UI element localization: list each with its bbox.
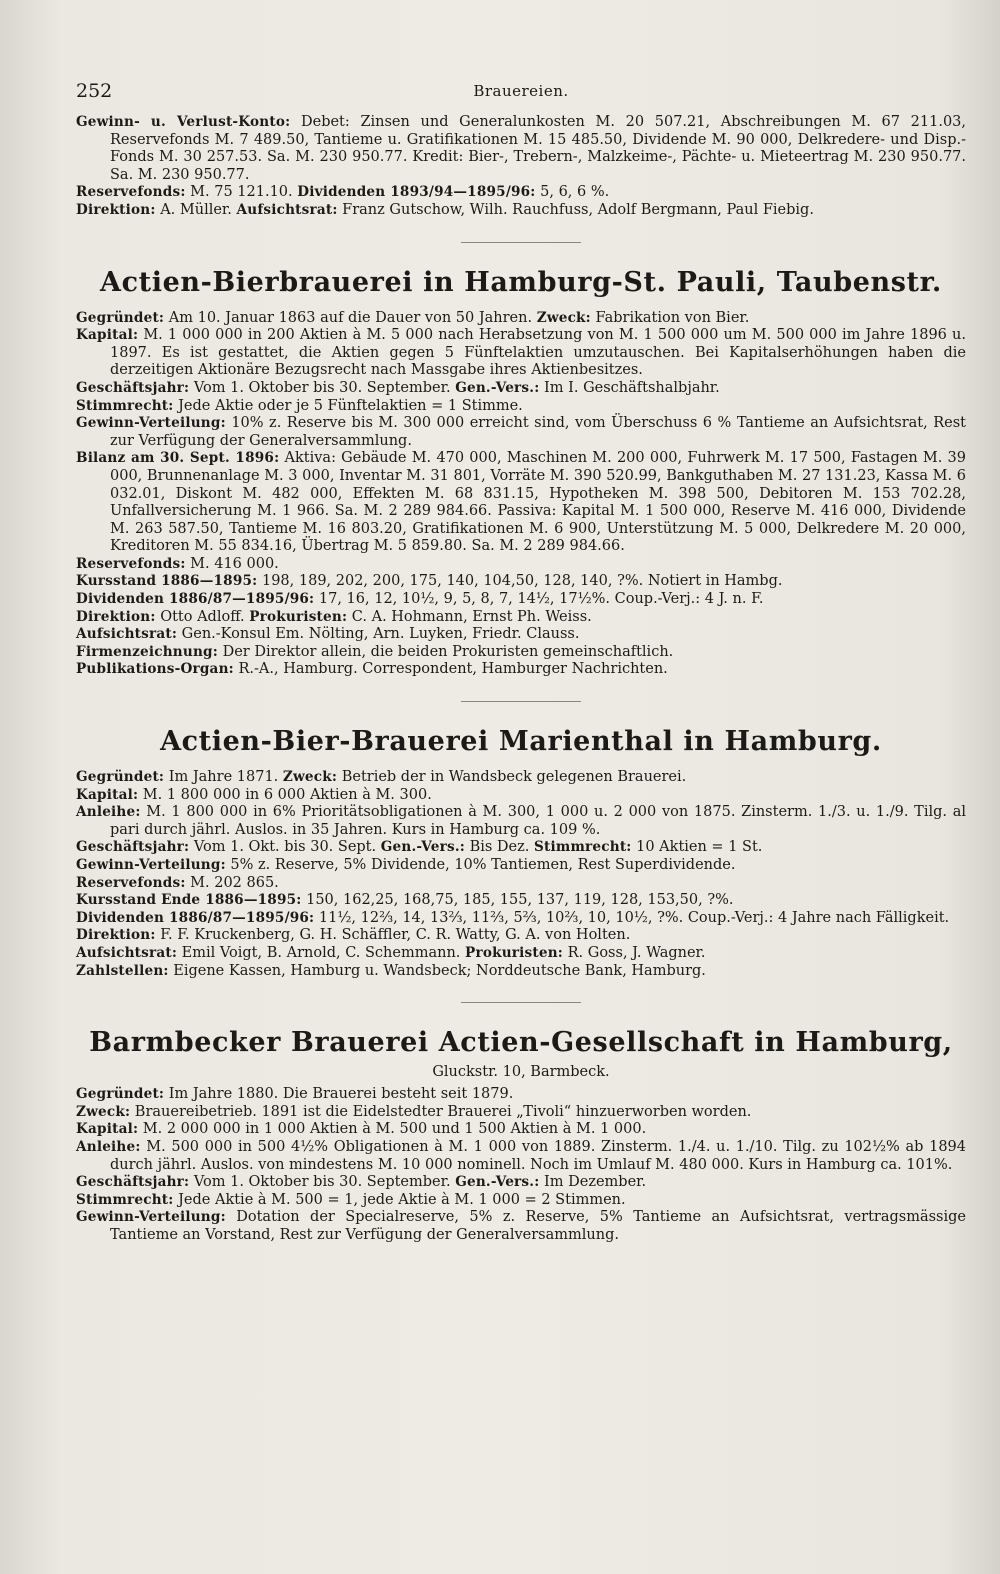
entry-line bbox=[76, 945, 966, 963]
entry-line bbox=[76, 892, 966, 910]
entry-line bbox=[76, 415, 966, 450]
field-label: Kapital: bbox=[76, 786, 139, 803]
field-text: Bis Dez. bbox=[464, 839, 535, 856]
field-label: Gegründet: bbox=[76, 769, 165, 786]
field-text: Franz Gutschow, Wilh. Rauchfuss, Adolf Bergmann, Paul Fiebig. bbox=[337, 201, 814, 218]
field-label: Dividenden 1886/87—1895/96: bbox=[76, 591, 315, 608]
field-label: Bilanz am 30. Sept. 1896: bbox=[76, 450, 280, 467]
entry-line bbox=[76, 1139, 966, 1174]
field-text: Dotation der Specialreserve, 5% z. Reserve, 5% Tantieme an Aufsichtsrat, vertragsmässige Tantieme an Vorstand, Rest zur Verfügung der Generalversammlung. bbox=[110, 1209, 966, 1243]
field-text: Aktiva: Gebäude M. 470 000, Maschinen M. 200 000, Fuhrwerk M. 17 500, Fastagen M. 39 000, Brunnenanlage M. 3 000, Inventar M. 31 801, Vorräte M. 390 520.99, Bankguthaben M. 27 131.23, Kassa M. 6 032.01, Diskont M. 482 000, Effekten M. 68 831.15, Hypotheken M. 398 500, Debitoren M. 153 702.28, Unfallversicherung M. 1 966. Sa. M. 2 289 984.66. Passiva: Kapital M. 1 500 000, Reserve M. 416 000, Dividende M. 263 587.50, Tantieme M. 16 803.20, Gratifikationen M. 6 900, Unterstützung M. 5 000, Delkredere M. 20 000, Kreditoren M. 55 834.16, Übertrag M. 5 859.80. Sa. M. 2 289 984.66. bbox=[110, 450, 967, 555]
field-label: Aufsichtsrat: bbox=[76, 944, 178, 961]
field-text: Vom 1. Oktober bis 30. September. bbox=[189, 1174, 456, 1191]
entry-line bbox=[76, 310, 966, 328]
field-label: Reservefonds: bbox=[76, 555, 186, 572]
entry-line bbox=[76, 787, 966, 805]
field-label: Geschäftsjahr: bbox=[76, 839, 190, 856]
field-text: 5% z. Reserve, 5% Dividende, 10% Tantiemen, Rest Superdividende. bbox=[225, 857, 736, 873]
field-label: Anleihe: bbox=[76, 1138, 141, 1155]
field-text: Eigene Kassen, Hamburg u. Wandsbeck; Norddeutsche Bank, Hamburg. bbox=[168, 962, 706, 979]
entry-line bbox=[76, 556, 966, 574]
entry-line bbox=[76, 644, 966, 662]
entry-line bbox=[76, 769, 966, 787]
field-text: Betrieb der in Wandsbeck gelegenen Brauerei. bbox=[337, 769, 687, 786]
field-text: Im Jahre 1880. Die Brauerei besteht seit 1879. bbox=[164, 1086, 514, 1103]
first-entry bbox=[76, 114, 966, 220]
field-text: Am 10. Januar 1863 auf die Dauer von 50 Jahren. bbox=[164, 309, 537, 326]
entry-line bbox=[76, 202, 966, 220]
company-entry bbox=[76, 310, 966, 679]
entry-line bbox=[76, 875, 966, 893]
field-label: Gewinn-Verteilung: bbox=[76, 415, 226, 432]
field-text: 11½, 12⅔, 14, 13⅔, 11⅔, 5⅔, 10⅔, 10, 10½, ?%. Coup.-Verj.: 4 Jahre nach Fälligkeit. bbox=[314, 909, 950, 926]
entry-line bbox=[76, 661, 966, 679]
field-text: Emil Voigt, B. Arnold, C. Schemmann. bbox=[177, 944, 466, 961]
field-text: F. F. Kruckenberg, G. H. Schäffler, C. R. Watty, G. A. von Holten. bbox=[155, 927, 631, 944]
field-text: Im Jahre 1871. bbox=[164, 769, 283, 786]
field-label: Zweck: bbox=[282, 769, 338, 786]
entry-line bbox=[76, 1209, 966, 1244]
entry-line bbox=[76, 184, 966, 202]
company-heading: Actien-Bierbrauerei in Hamburg-St. Pauli, Taubenstr. bbox=[100, 266, 942, 298]
field-label: Stimmrecht: bbox=[76, 1191, 174, 1208]
entry-line bbox=[76, 1174, 966, 1192]
field-text: Debet: Zinsen und Generalunkosten M. 20 507.21, Abschreibungen M. 67 211.03, Reservefonds M. 7 489.50, Tantieme u. Gratifikationen M. 15 485.50, Dividende M. 90 000, Delkredere- und Disp.-Fonds M. 30 257.53. Sa. M. 230 950.77. Kredit: Bier-, Trebern-, Malzkeime-, Pächte- u. Mieteertrag M. 230 950.77. Sa. M. 230 950.77. bbox=[110, 114, 966, 183]
field-label: Kursstand Ende 1886—1895: bbox=[76, 892, 302, 909]
company-entry bbox=[76, 769, 966, 980]
field-label: Zahlstellen: bbox=[76, 962, 169, 979]
field-text: M. 1 800 000 in 6 000 Aktien à M. 300. bbox=[138, 786, 432, 803]
company-address: Gluckstr. 10, Barmbeck. bbox=[432, 1064, 610, 1081]
field-label: Direktion: bbox=[76, 201, 156, 218]
entry-line bbox=[76, 626, 966, 644]
field-text: Im Dezember. bbox=[539, 1174, 647, 1191]
entry-line bbox=[76, 839, 966, 857]
company-heading: Actien-Bier-Brauerei Marienthal in Hamburg. bbox=[160, 726, 882, 758]
field-text: Fabrikation von Bier. bbox=[590, 309, 750, 326]
field-text: Otto Adloff. bbox=[155, 608, 250, 625]
field-label: Zweck: bbox=[76, 1103, 131, 1120]
field-text: M. 202 865. bbox=[185, 874, 279, 891]
entry-line bbox=[76, 114, 966, 184]
field-text: Im I. Geschäftshalbjahr. bbox=[539, 379, 720, 396]
running-head bbox=[76, 72, 966, 114]
section-divider bbox=[461, 701, 581, 702]
field-label: Stimmrecht: bbox=[534, 839, 632, 856]
field-text: M. 1 800 000 in 6% Prioritätsobligationen à M. 300, 1 000 u. 2 000 von 1875. Zinsterm. 1./3. u. 1./9. Tilg. al pari durch jährl. Auslos. in 35 Jahren. Kurs in Hamburg ca. 109 %. bbox=[110, 804, 966, 838]
field-text: C. A. Hohmann, Ernst Ph. Weiss. bbox=[347, 608, 592, 625]
field-text: Vom 1. Okt. bis 30. Sept. bbox=[189, 839, 381, 856]
entry-line bbox=[76, 804, 966, 839]
field-label: Anleihe: bbox=[76, 804, 141, 821]
field-label: Zweck: bbox=[536, 309, 591, 326]
entry-line bbox=[76, 963, 966, 981]
field-label: Gen.-Vers.: bbox=[455, 379, 540, 396]
entry-line bbox=[76, 398, 966, 416]
field-label: Aufsichtsrat: bbox=[236, 201, 338, 218]
field-label: Gewinn-Verteilung: bbox=[76, 1209, 226, 1226]
field-text: 5, 6, 6 %. bbox=[535, 184, 610, 201]
company-heading: Barmbecker Brauerei Actien-Gesellschaft in Hamburg, bbox=[89, 1027, 953, 1059]
field-label: Kapital: bbox=[76, 327, 139, 344]
field-label: Prokuristen: bbox=[249, 608, 348, 625]
field-label: Kapital: bbox=[76, 1121, 139, 1138]
field-label: Reservefonds: bbox=[76, 184, 186, 201]
field-text: Vom 1. Oktober bis 30. September. bbox=[189, 379, 456, 396]
entry-line bbox=[76, 1121, 966, 1139]
field-label: Gen.-Vers.: bbox=[455, 1174, 540, 1191]
field-label: Dividenden 1893/94—1895/96: bbox=[297, 184, 536, 201]
field-text: R. Goss, J. Wagner. bbox=[563, 944, 706, 961]
field-label: Kursstand 1886—1895: bbox=[76, 573, 258, 590]
entry-line bbox=[76, 380, 966, 398]
field-label: Reservefonds: bbox=[76, 874, 186, 891]
field-text: Jede Aktie oder je 5 Fünftelaktien = 1 Stimme. bbox=[173, 397, 523, 414]
field-label: Geschäftsjahr: bbox=[76, 379, 190, 396]
field-label: Gewinn-Verteilung: bbox=[76, 857, 226, 873]
running-title: Brauereien. bbox=[473, 82, 569, 100]
entry-line bbox=[76, 609, 966, 627]
field-text: Der Direktor allein, die beiden Prokuristen gemeinschaftlich. bbox=[217, 643, 674, 660]
field-text: R.-A., Hamburg. Correspondent, Hamburger Nachrichten. bbox=[233, 661, 668, 678]
entry-line bbox=[76, 927, 966, 945]
field-label: Gegründet: bbox=[76, 309, 165, 326]
field-label: Firmenzeichnung: bbox=[76, 643, 218, 660]
field-text: 198, 189, 202, 200, 175, 140, 104,50, 128, 140, ?%. Notiert in Hambg. bbox=[257, 573, 783, 590]
entry-line bbox=[76, 1104, 966, 1122]
field-label: Gewinn- u. Verlust-Konto: bbox=[76, 114, 291, 130]
field-text: 10% z. Reserve bis M. 300 000 erreicht sind, vom Überschuss 6 % Tantieme an Aufsichtsrat, Rest zur Verfügung der Generalversammlung. bbox=[110, 415, 966, 449]
field-text: M. 2 000 000 in 1 000 Aktien à M. 500 und 1 500 Aktien à M. 1 000. bbox=[138, 1121, 647, 1138]
entry-line bbox=[76, 450, 966, 556]
section-divider bbox=[461, 1002, 581, 1003]
page-number: 252 bbox=[76, 80, 113, 102]
entry-line bbox=[76, 857, 966, 875]
field-text: Jede Aktie à M. 500 = 1, jede Aktie à M. 1 000 = 2 Stimmen. bbox=[173, 1191, 626, 1208]
field-label: Gen.-Vers.: bbox=[380, 839, 465, 856]
entry-line bbox=[76, 1192, 966, 1210]
entry-line bbox=[76, 910, 966, 928]
entry-line bbox=[76, 1086, 966, 1104]
section-divider bbox=[461, 242, 581, 243]
field-text: 10 Aktien = 1 St. bbox=[631, 839, 763, 856]
field-text: 17, 16, 12, 10½, 9, 5, 8, 7, 14½, 17½%. Coup.-Verj.: 4 J. n. F. bbox=[314, 591, 764, 608]
entry-line bbox=[76, 591, 966, 609]
field-label: Aufsichtsrat: bbox=[76, 626, 178, 643]
field-text: Brauereibetrieb. 1891 ist die Eidelstedter Brauerei „Tivoli“ hinzuerworben worden. bbox=[130, 1103, 752, 1120]
field-label: Gegründet: bbox=[76, 1086, 165, 1103]
field-text: M. 75 121.10. bbox=[185, 184, 298, 201]
field-text: M. 416 000. bbox=[185, 555, 279, 572]
entry-line bbox=[76, 327, 966, 380]
field-text: M. 1 000 000 in 200 Aktien à M. 5 000 nach Herabsetzung von M. 1 500 000 um M. 500 000 im Jahre 1896 u. 1897. Es ist gestattet, die Aktien gegen 5 Fünftelaktien umzutauschen. Bei Kapitalserhöhungen haben die derzeitigen Aktionäre Bezugsrecht nach Massgabe ihres Aktienbesitzes. bbox=[110, 327, 966, 379]
field-label: Prokuristen: bbox=[465, 944, 563, 961]
field-label: Geschäftsjahr: bbox=[76, 1174, 190, 1191]
company-entry bbox=[76, 1086, 966, 1244]
field-label: Stimmrecht: bbox=[76, 397, 174, 414]
field-text: 150, 162,25, 168,75, 185, 155, 137, 119, 128, 153,50, ?%. bbox=[301, 892, 734, 909]
entry-line bbox=[76, 573, 966, 591]
field-label: Direktion: bbox=[76, 608, 156, 625]
field-label: Dividenden 1886/87—1895/96: bbox=[76, 909, 315, 926]
field-label: Direktion: bbox=[76, 927, 156, 944]
field-text: M. 500 000 in 500 4½% Obligationen à M. 1 000 von 1889. Zinsterm. 1./4. u. 1./10. Tilg. zu 102½% ab 1894 durch jährl. Auslos. von mindestens M. 10 000 nominell. Noch im Umlauf M. 480 000. Kurs in Hamburg ca. 101%. bbox=[110, 1138, 966, 1173]
field-text: A. Müller. bbox=[155, 201, 237, 218]
field-label: Publikations-Organ: bbox=[76, 661, 234, 678]
field-text: Gen.-Konsul Em. Nölting, Arn. Luyken, Friedr. Clauss. bbox=[177, 626, 580, 643]
